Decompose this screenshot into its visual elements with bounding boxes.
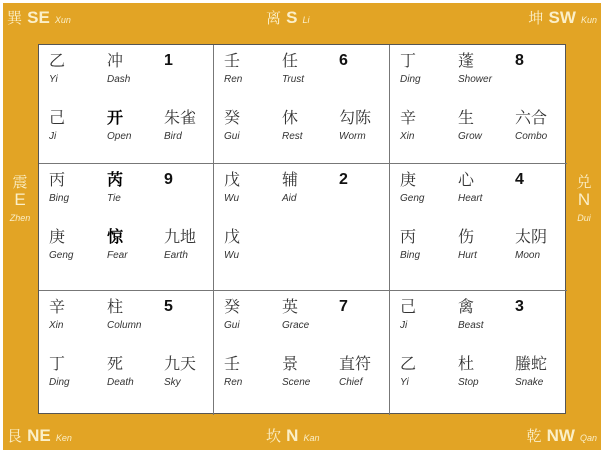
item-en: Bing [49,193,70,204]
palace-number: 4 [515,171,524,188]
palace-cell [390,164,567,291]
palace-cell [390,291,567,415]
bottom-item [224,355,242,388]
item-zh: 景 [282,354,299,373]
item-zh: 辛 [49,297,66,316]
item-en: Hurt [458,250,477,261]
item-en: Ji [400,320,408,331]
dir-zh: 艮 [7,427,23,445]
dir-zh: 坎 [266,427,282,445]
palace-cell [39,45,214,164]
stem-item [282,52,304,85]
palace-number: 7 [339,298,348,315]
item-zh: 冲 [107,51,124,70]
item-zh: 辅 [282,170,299,189]
item-en: Tie [107,193,121,204]
bottom-item [458,109,482,142]
dir-abbr: N [286,426,299,445]
item-zh: 庚 [400,170,417,189]
item-en: Combo [515,131,548,142]
palace-number: 6 [339,52,348,69]
item-zh: 己 [49,108,66,127]
item-en: Ren [224,74,243,85]
item-en: Trust [282,74,305,85]
item-zh: 辛 [400,108,417,127]
dir-pinyin: Li [302,15,310,25]
item-zh: 生 [458,108,475,127]
item-zh: 九地 [164,227,197,246]
dir-abbr: N [577,190,591,209]
item-en: Open [107,131,132,142]
item-en: Xin [49,320,64,331]
dir-abbr: SW [548,8,576,27]
item-en: Beast [458,320,484,331]
bottom-item [515,228,547,261]
item-zh: 癸 [224,108,241,127]
dir-pinyin: Ken [55,433,72,443]
dir-abbr: S [286,8,298,27]
item-en: Column [107,320,142,331]
direction-ne [7,425,72,446]
item-zh: 死 [107,354,124,373]
item-zh: 英 [282,297,299,316]
bottom-item [164,109,196,142]
stem-item [400,298,416,331]
item-zh: 戊 [224,170,241,189]
bottom-item [400,109,416,142]
item-en: Scene [282,377,311,388]
bottom-item [224,228,240,261]
item-zh: 丙 [400,227,417,246]
dir-zh: 兑 [576,173,592,191]
item-zh: 丙 [49,170,66,189]
item-en: Aid [282,193,297,204]
stem-item [224,298,240,331]
palace-number: 3 [515,298,524,315]
item-zh: 柱 [107,297,124,316]
bottom-item [49,355,70,388]
item-zh: 惊 [107,227,124,246]
item-zh: 壬 [224,354,241,373]
dir-pinyin: Kan [303,433,320,443]
item-en: Shower [458,74,492,85]
stem-item [458,298,484,331]
bottom-item [107,228,128,261]
stem-item [224,52,242,85]
item-zh: 己 [400,297,417,316]
item-en: Rest [282,131,303,142]
bottom-item [458,228,477,261]
item-zh: 九天 [164,354,197,373]
dir-abbr: NE [27,426,51,445]
item-zh: 开 [107,108,124,127]
palace-cell [39,164,214,291]
palace-number: 8 [515,52,524,69]
item-zh: 芮 [107,170,124,189]
item-zh: 螣蛇 [515,354,548,373]
item-en: Death [107,377,134,388]
item-en: Gui [224,131,240,142]
item-zh: 任 [282,51,299,70]
item-zh: 伤 [458,227,475,246]
bottom-item [400,228,420,261]
item-zh: 蓬 [458,51,475,70]
bottom-item [49,109,65,142]
item-en: Wu [224,193,239,204]
item-en: Ding [49,377,70,388]
stem-item [107,52,130,85]
item-en: Worm [339,131,366,142]
item-en: Wu [224,250,239,261]
item-en: Geng [49,250,74,261]
item-zh: 壬 [224,51,241,70]
bottom-item [458,355,479,388]
dir-zh: 巽 [7,9,23,27]
item-en: Bird [164,131,182,142]
palace-cell [214,291,390,415]
item-en: Ren [224,377,243,388]
item-en: Geng [400,193,425,204]
stem-item [282,298,309,331]
palace-cell [214,45,390,164]
direction-s [266,7,310,28]
item-zh: 勾陈 [339,108,372,127]
item-zh: 直符 [339,354,372,373]
direction-sw [528,7,597,28]
dir-pinyin: Qan [579,433,597,443]
item-zh: 庚 [49,227,66,246]
palace-cell [390,45,567,164]
dir-abbr: E [14,190,26,209]
dir-zh: 乾 [526,427,542,445]
bottom-item [49,228,73,261]
bottom-item [515,355,547,388]
item-en: Heart [458,193,483,204]
palace-cell [39,291,214,415]
item-en: Grow [458,131,482,142]
item-en: Sky [164,377,181,388]
stem-item [400,52,421,85]
stem-item [49,171,69,204]
item-en: Chief [339,377,363,388]
palace-grid [38,44,566,414]
bottom-item [107,109,131,142]
item-en: Earth [164,250,188,261]
dir-zh: 离 [266,9,282,27]
item-zh: 丁 [400,51,417,70]
item-zh: 六合 [515,108,548,127]
direction-se [7,7,71,28]
item-zh: 心 [458,170,475,189]
stem-item [224,171,240,204]
direction-e [3,173,37,227]
item-en: Xin [400,131,415,142]
bottom-item [164,355,196,388]
dir-pinyin: Xun [54,15,71,25]
item-en: Ding [400,74,421,85]
dir-pinyin: Kun [580,15,597,25]
item-zh: 乙 [49,51,66,70]
palace-number: 5 [164,298,173,315]
palace-number: 2 [339,171,348,188]
stem-item [458,171,482,204]
stem-item [400,171,424,204]
bottom-item [339,355,371,388]
palace-cell [214,164,390,291]
item-en: Yi [400,377,409,388]
stem-item [49,52,65,85]
stem-item [458,52,492,85]
dir-pinyin: Dui [577,213,591,223]
bottom-item [515,109,547,142]
item-en: Fear [107,250,128,261]
item-zh: 休 [282,108,299,127]
dir-abbr: SE [27,8,50,27]
dir-zh: 坤 [528,9,544,27]
item-en: Gui [224,320,240,331]
bottom-item [339,109,371,142]
dir-abbr: NW [546,426,575,445]
item-en: Dash [107,74,131,85]
stem-item [282,171,298,204]
stem-item [107,298,141,331]
item-en: Yi [49,74,58,85]
item-zh: 癸 [224,297,241,316]
item-en: Bing [400,250,421,261]
item-en: Grace [282,320,310,331]
item-en: Moon [515,250,541,261]
bottom-item [224,109,240,142]
bottom-item [282,109,303,142]
stem-item [107,171,123,204]
item-zh: 丁 [49,354,66,373]
item-zh: 戊 [224,227,241,246]
dir-zh: 震 [12,173,28,191]
palace-number: 9 [164,171,173,188]
item-en: Ji [49,131,57,142]
dir-pinyin: Zhen [9,213,31,223]
item-en: Snake [515,377,544,388]
direction-w [567,173,601,227]
direction-nw [526,425,597,446]
bottom-item [282,355,310,388]
direction-n [266,425,320,446]
item-en: Stop [458,377,479,388]
item-zh: 杜 [458,354,475,373]
item-zh: 朱雀 [164,108,197,127]
item-zh: 乙 [400,354,417,373]
item-zh: 太阴 [515,227,548,246]
bottom-item [400,355,416,388]
stem-item [49,298,65,331]
palace-number: 1 [164,52,173,69]
bottom-item [107,355,134,388]
item-zh: 禽 [458,297,475,316]
bottom-item [164,228,196,261]
